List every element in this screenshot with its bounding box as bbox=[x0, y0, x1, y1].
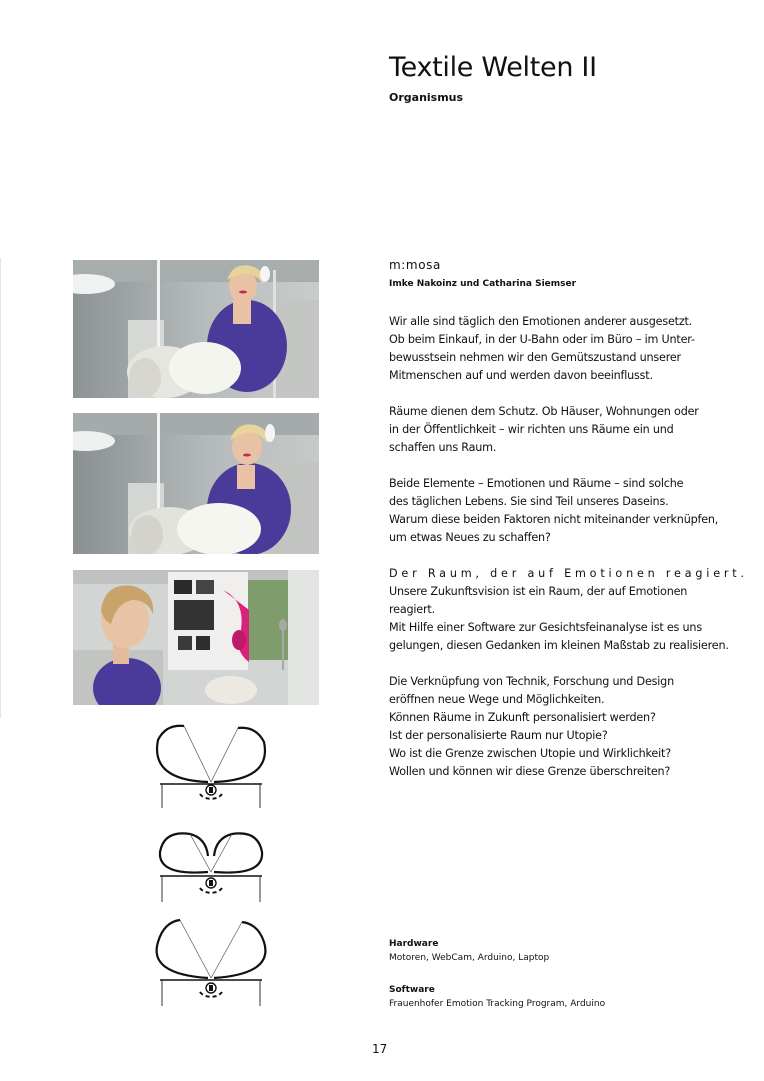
hardware-label: Hardware bbox=[389, 939, 439, 949]
photo-installation-3 bbox=[73, 570, 319, 705]
text-line: des täglichen Lebens. Sie sind Teil unseres Daseins. bbox=[389, 495, 669, 508]
text-line: bewusstsein nehmen wir den Gemütszustand unserer bbox=[389, 351, 681, 364]
project-authors: Imke Nakoinz und Catharina Siemser bbox=[389, 279, 577, 289]
project-title: m:mosa bbox=[389, 258, 441, 272]
page-edge-rule bbox=[0, 258, 1, 718]
text-line: Mit Hilfe einer Software zur Gesichtsfeinanalyse ist es uns bbox=[389, 621, 702, 634]
text-line: reagiert. bbox=[389, 603, 435, 616]
text-line: Mitmenschen auf und werden davon beeinflusst. bbox=[389, 369, 653, 382]
photo-installation-2 bbox=[73, 413, 319, 554]
hardware-spec bbox=[389, 937, 549, 965]
text-line: Ob beim Einkauf, in der U-Bahn oder im Büro – im Unter- bbox=[389, 333, 695, 346]
paragraph-questions bbox=[389, 673, 729, 781]
software-spec bbox=[389, 983, 605, 1011]
text-line: schaffen uns Raum. bbox=[389, 441, 497, 454]
text-line: gelungen, diesen Gedanken im kleinen Maßstab zu realisieren. bbox=[389, 639, 729, 652]
text-line: Räume dienen dem Schutz. Ob Häuser, Wohnungen oder bbox=[389, 405, 699, 418]
page-number: 17 bbox=[372, 1042, 388, 1056]
vision-heading: Der Raum, der auf Emotionen reagiert. bbox=[389, 567, 748, 580]
text-line: eröffnen neue Wege und Möglichkeiten. bbox=[389, 693, 605, 706]
hardware-value: Motoren, WebCam, Arduino, Laptop bbox=[389, 953, 550, 963]
text-line: Wo ist die Grenze zwischen Utopie und Wirklichkeit? bbox=[389, 747, 671, 760]
paragraph-elements bbox=[389, 475, 729, 547]
page-subtitle: Organismus bbox=[389, 91, 464, 104]
body-text bbox=[389, 313, 748, 799]
text-line: Wir alle sind täglich den Emotionen anderer ausgesetzt. bbox=[389, 315, 693, 328]
text-line: in der Öffentlichkeit – wir richten uns Räume ein und bbox=[389, 423, 674, 436]
text-line: um etwas Neues zu schaffen? bbox=[389, 531, 551, 544]
software-label: Software bbox=[389, 985, 435, 995]
sketch-mechanism-1 bbox=[150, 720, 272, 810]
text-line: Warum diese beiden Faktoren nicht miteinander verknüpfen, bbox=[389, 513, 719, 526]
text-line: Ist der personalisierte Raum nur Utopie? bbox=[389, 729, 608, 742]
paragraph-spaces bbox=[389, 403, 729, 457]
page-title: Textile Welten II bbox=[389, 52, 597, 83]
software-value: Frauenhofer Emotion Tracking Program, Arduino bbox=[389, 999, 606, 1009]
text-line: Unsere Zukunftsvision ist ein Raum, der auf Emotionen bbox=[389, 585, 688, 598]
text-line: Wollen und können wir diese Grenze überschreiten? bbox=[389, 765, 671, 778]
sketch-mechanism-2 bbox=[150, 822, 272, 904]
text-line: Können Räume in Zukunft personalisiert werden? bbox=[389, 711, 656, 724]
paragraph-vision bbox=[389, 565, 748, 655]
photo-installation-1 bbox=[73, 260, 319, 398]
text-line: Beide Elemente – Emotionen und Räume – sind solche bbox=[389, 477, 684, 490]
paragraph-emotions bbox=[389, 313, 729, 385]
text-line: Die Verknüpfung von Technik, Forschung und Design bbox=[389, 675, 674, 688]
sketch-mechanism-3 bbox=[150, 916, 272, 1008]
